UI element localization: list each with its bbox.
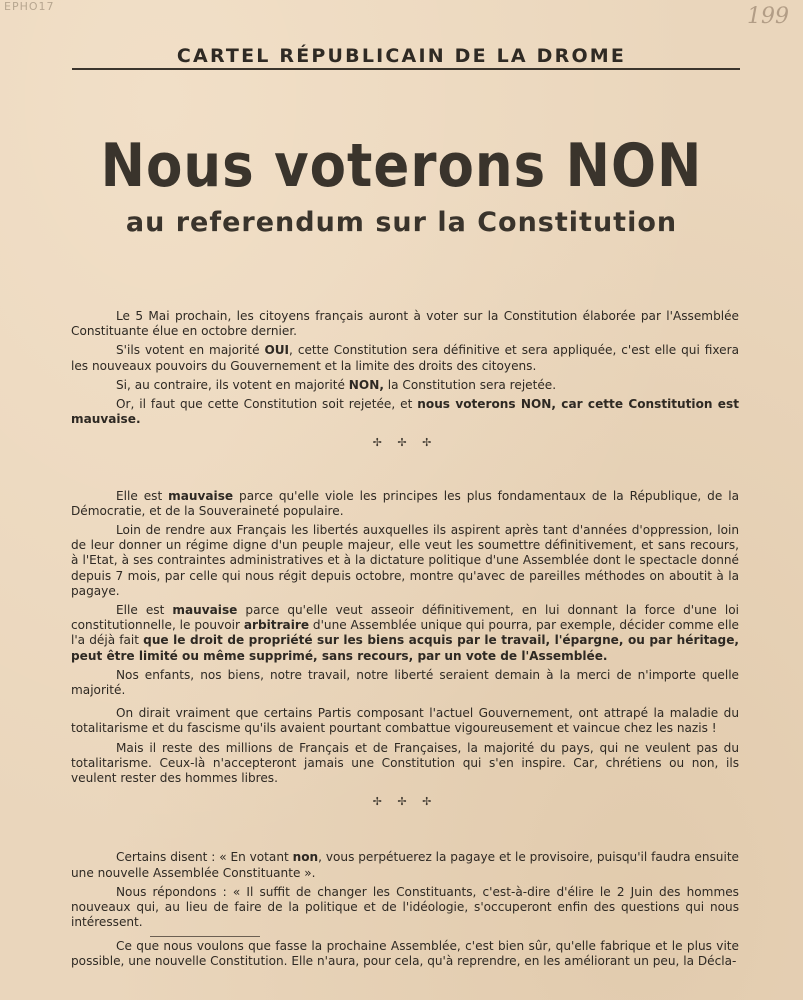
main-title: Nous voterons NON [100,132,703,201]
archive-number: 199 [747,4,789,29]
separator-ornament: ✢ ✢ ✢ [372,795,438,809]
paragraph-text: , cette Constitution sera définitive et sera appliquée, c'est elle qui fixera les nouveaux pouvoirs du Gouvernement et la limite des droits des citoyens. [71,343,739,373]
paragraph-2 [71,343,739,373]
paragraph-6 [71,523,739,599]
paragraph-text: On dirait vraiment que certains Partis composant l'actuel Gouvernement, ont attrapé la maladie du totalitarisme et du fascisme qu'ils avaient pourtant combattue vigoureusement et vaincue chez les nazis ! [71,706,739,736]
paragraph-5 [71,489,739,519]
emphasis-arbitraire: arbitraire [243,618,310,633]
paragraph-3 [71,378,739,393]
separator-ornament: ✢ ✢ ✢ [372,436,438,450]
paragraph-text: Elle est [116,488,169,503]
paragraph-1 [71,309,739,339]
emphasis-non: NON, [348,377,384,392]
paragraph-9 [71,706,739,736]
paragraph-10 [71,741,739,787]
document-body [71,309,739,973]
paragraph-text: Loin de rendre aux Français les libertés auxquelles ils aspirent après tant d'années d'oppression, loin de leur donner un régime digne d'un peuple majeur, elle veut les soumettre définitivement, et sans recours, à l'Etat, à ses contraintes administratives et à la dictature politique d'une Assemblée dont le spectacle donné depuis 7 mois, par celle qui nous régit depuis octobre, montre qu'avec de pareilles méthodes on aboutit à la pagaye. [71,523,739,598]
paragraph-text: d'une Assemblée unique qui pourra, par exemple, décider comme elle l'a déjà fait [71,618,739,648]
emphasis-oui: OUI [264,343,290,358]
paragraph-text: la Constitution sera rejetée. [383,377,557,392]
corner-mark: EPHO17 [4,0,55,13]
paragraph-7 [71,603,739,664]
paragraph-text: Certains disent : « En votant [116,850,293,865]
paragraph-4 [71,397,739,427]
paragraph-text: Le 5 Mai prochain, les citoyens français auront à voter sur la Constitution élaborée par l'Assemblée Constituante élue en octobre dernier. [71,309,739,339]
paragraph-text: Ce que nous voulons que fasse la prochaine Assemblée, c'est bien sûr, qu'elle fabrique et le plus vite possible, une nouvelle Constitution. Elle n'aura, pour cela, qu'à reprendre, en les améliorant un peu, la Décla- [71,938,739,968]
emphasis-non: non [292,850,319,865]
emphasis-propriete: que le droit de propriété sur les biens acquis par le travail, l'épargne, ou par héritage, peut être limité ou même supprimé, sans recours, par un vote de l'Assemblée. [71,633,739,663]
sub-title: au referendum sur la Constitution [125,207,678,238]
footer-rule [150,936,260,937]
paragraph-text: Nos enfants, nos biens, notre travail, notre liberté seraient demain à la merci de n'importe quelle majorité. [71,667,739,698]
paragraph-12 [71,885,739,931]
emphasis-conclusion: nous voterons NON, car cette Constitution est mauvaise. [71,397,739,427]
paragraph-text: parce qu'elle veut asseoir définitivement, en lui donnant la force d'une loi constitutionnelle, le pouvoir [71,603,740,633]
paragraph-text: parce qu'elle viole les principes les plus fondamentaux de la République, de la Démocratie, et de la Souveraineté populaire. [71,488,739,518]
paragraph-text: Mais il reste des millions de Français et de Françaises, la majorité du pays, qui ne veulent pas du totalitarisme. Ceux-là n'accepteront jamais une Constitution qui s'en inspire. Car, chrétiens ou non, ils veulent rester des hommes libres. [71,740,739,786]
header-title: CARTEL RÉPUBLICAIN DE LA DROME [176,45,627,67]
paragraph-text: Si, au contraire, ils votent en majorité [116,377,349,392]
paragraph-text: Elle est [116,603,173,618]
paragraph-text: Nous répondons : « Il suffit de changer les Constituants, c'est-à-dire d'élire le 2 Juin des hommes nouveaux qui, au lieu de faire de la politique et de l'idéologie, s'occuperont enfin des questions qui nous intéressent. [71,884,739,930]
paragraph-text: Or, il faut que cette Constitution soit rejetée, et [116,397,418,412]
paragraph-13 [71,939,739,969]
paragraph-text: , vous perpétuerez la pagaye et le provisoire, puisqu'il faudra ensuite une nouvelle Assemblée Constituante ». [71,850,740,880]
paragraph-text: S'ils votent en majorité [116,343,265,358]
paragraph-8 [71,668,739,698]
header-rule [72,68,740,70]
emphasis-mauvaise: mauvaise [168,488,234,503]
emphasis-mauvaise: mauvaise [172,603,238,618]
paragraph-11 [71,850,739,880]
